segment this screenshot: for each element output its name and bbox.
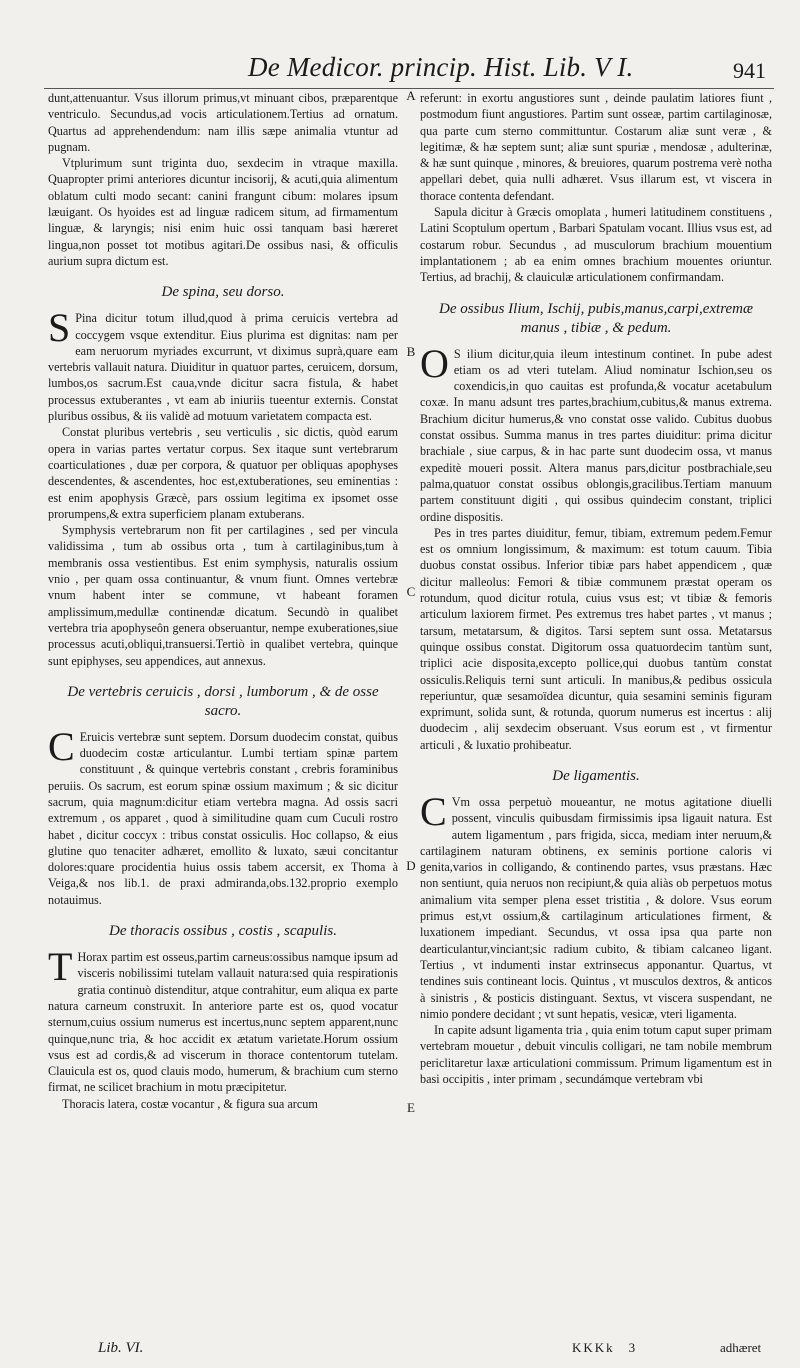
- right-column: [420, 90, 772, 1336]
- section-heading: De thoracis ossibus , costis , scapulis.: [109, 923, 337, 940]
- paragraph: Symphysis vertebrarum non fit per cartilagines , sed per vincula validissima , tum ab ossibus orta , tum à cartilaginibus,tum à membranis ossa vestientibus. Est enim symphysis, naturalis ossium vnio , per quam ossa continuantur, & vnum fiunt. Omnes vertebræ vnum habent inter se commune, vt habeant foramen amplissimum,medullæ continendæ dicatum. Secundò in qualibet vertebra tria apophyseôn genera obseruantur, nempe exuberationes,siue processus acuti,obliqui,transuersi.Tertiò in qualibet vertebra, quinque sunt epiphyses, seu appendices, aut annexus.: [48, 523, 398, 668]
- section-heading: De spina, seu dorso.: [161, 284, 285, 301]
- paragraph: Sapula dicitur à Græcis omoplata , humeri latitudinem constituens , Latini Scoptulum opertum , Barbari Spatulam vocant. Illius vsus est, ad costarum robur. Secundus , ad musculorum brachium mouentium implantationem ; ab ea enim omnes brachium mouentes oriuntur. Tertius, ad brachij, & clauiculæ articulationem confirmandam.: [420, 205, 772, 285]
- drop-cap: C: [48, 723, 75, 769]
- paragraph: referunt: in exortu angustiores sunt , deinde paulatim latiores fiunt , postmodum fiunt angustiores. Partim sunt osseæ, partim cartilaginosæ, qua parte cum sterno committuntur. Costarum aliæ sunt veræ , & legitimæ, & hæ septem sunt; aliæ sunt spuriæ , mendosæ , adulterinæ, & hæ sunt quinque , minores, & breuiores, quarum postrema verè notha appellari debet, quia nulli adhæret. Vsus illarum est, vt viscera in thorace contenta defendant.: [420, 91, 772, 203]
- footer-signature: [572, 1340, 637, 1356]
- section-heading: De ossibus Ilium, Ischij, pubis,manus,carpi,extremæ manus , tibiæ , & pedum.: [438, 300, 753, 336]
- drop-cap: S: [48, 305, 71, 351]
- paragraph: Pes in tres partes diuiditur, femur, tibiam, extremum pedem.Femur est os omnium longissimum, & maximum: est totum cauum. Tibia duobus constat ossibus. Inferior tibiæ pars habet appendicem , quæ dicitur malleolus: Femori & tibiæ communem præstat operam os rotundum, quod dicitur rotula, cuius vsus est; vt tibiæ & femoris articulum laxiorem firmet. Pes extremus tres habet partes , vt manus ; tarsum, metatarsum, & digitos. Tarsi septem sunt ossa. Metatarsus quinque ossibus constat. Digitorum ossa quatuordecim tantùm sunt, triplici acie disposita,excepto pollice,qui duobus tantùm constat ossiculis.Reliquis terni sunt articuli. In manibus,& pedibus ossicula reperiuntur, quæ sesamoïdea dicuntur, quia sesamini seminis figuram exprimunt, solida sunt, & rotunda, quorum numerus est incertus : alij duodecim , alij sexdecim obseruant. Vsus eorum est , vt firmentur articuli , & luxatio prohibeatur.: [420, 525, 772, 752]
- section-heading: De ligamentis.: [552, 767, 640, 784]
- running-title: De Medicor. princip. Hist. Lib. V I.: [248, 52, 634, 82]
- page-header: [0, 52, 800, 88]
- section-heading: De vertebris ceruicis , dorsi , lumborum , & de osse sacro.: [67, 683, 379, 719]
- drop-cap: O: [420, 340, 449, 386]
- margin-letter-c: C: [406, 584, 416, 599]
- paragraph: Vm ossa perpetuò moueantur, ne motus agitatione diuelli possent, vinculis quibusdam firmissimis ipsa ligauit natura. Est autem ligamentum , pars frigida, sicca, mediam inter neruum,& cartilaginem naturam obtinens, ex seminis portione caloris vi genita,varios in colligando, & continendo partes, vsus præstans. Hæc non sentiunt, quia neruos non recipiunt,& quia aliàs ob perpetuos motus animalium vita semper plena esset tristitia , & dolore. Vsus eorum primus est,vt ossium,& cartilaginum articulationes firment, & luxationem impediant. Secundus, vt ossa ipsa qua parte non dearticulantur,vinciant;sic radium cubito, & tibiam calcaneo ligant. Tertius , vt indumenti instar extrinsecus apponantur. Quartus, vt tendines suis contineant locis. Quintus , vt musculos dextros, & anticos à sinistris , & posticis distinguant. Sextus, vt viscera suspendant, ne nimio pondere decidant ; vt sunt hepatis, vesicæ, vteri ligamenta.: [420, 794, 772, 1021]
- paragraph: S ilium dicitur,quia ileum intestinum continet. In pube adest etiam os ad vteri tutelam. Aliud nominatur Ischion,seu os coxendicis,in quo cauitas est profunda,& vocatur acetabulum coxæ. In manu adsunt tres partes,brachium,cubitus,& manus extrema. Brachium dicitur humerus,& vno constat osse valido. Cubitus duobus constat ossibus. Summa manus in tres partes diuiditur: prima dicitur brachiale , siue carpus, & in hac parte sunt duodecim ossa, vt manus expeditè moueri possit. Altera manus pars,dicitur postbrachiale,seu palma,quatuor constat ossibus oblongis,gracilibus.Tertiam manuum partem constituunt digiti , qui ossibus quindecim constant, triplici ordine dispositis.: [420, 346, 772, 524]
- footer-catchword: adhæret: [720, 1340, 762, 1355]
- paragraph: Eruicis vertebræ sunt septem. Dorsum duodecim constat, quibus duodecim costæ articulantur. Lumbi tertiam spinæ partem constituunt , & quinque vertebris constant , crebris foraminibus peruiis. Os sacrum, est eorum spinæ ossium maximum ; & sic dicitur sacrum, quia magnum:dicitur etiam vertebra magna. Ad ossis sacri extremum , os apparet , quod à similitudine quam cum Cuculi rostro habet , dicitur coccyx : tribus constat ossiculis. Hoc collapso, & eius glutine quo tenaciter adhæret, emollito & luxato, sæui concitantur dolores:quare procidentia huius ossis tabem accersit, ex Thoma à Veiga,& nos lib.1. de praxi admiranda,obs.132.proprio exemplo notauimus.: [48, 729, 398, 907]
- signature-mark: KKKk: [572, 1340, 615, 1355]
- paragraph: In capite adsunt ligamenta tria , quia enim totum caput super primam vertebram mouetur , debuit vinculis colligari, ne tam nobile membrum periclitaretur laxæ articulationi commissum. Primum ligamentum est in basi occipitis , inter primam , secundámque vertebram vbi: [420, 1023, 772, 1087]
- drop-cap: T: [48, 944, 73, 990]
- drop-cap: C: [420, 788, 447, 834]
- page-number: 941: [733, 58, 766, 83]
- margin-letter-b: B: [406, 344, 416, 359]
- signature-number: 3: [628, 1340, 638, 1355]
- paragraph: Constat pluribus vertebris , seu verticulis , sic dictis, quòd earum opera in varias partes vertatur corpus. Sex itaque sunt vertebrarum coarticulationes , duæ per corpora, & quatuor per obliquas apophyses descendentes, & ascendentes, hoc est,extuberationes, seu eminentias : est enim apophysis Græcè, pars ossium legitima ex ipsomet osse prorumpens,& extra superficiem planam extuberans.: [48, 425, 398, 521]
- margin-letter-d: D: [406, 858, 416, 873]
- paragraph: Thoracis latera, costæ vocantur , & figura sua arcum: [62, 1096, 318, 1111]
- paragraph: Pina dicitur totum illud,quod à prima ceruicis vertebra ad coccygem vsque extenditur. Eius plurima est dignitas: nam per eam neruorum myriades excurrunt, vt diximus suprà,quare eam vertebris vallauit natura. Diuiditur in quatuor partes, ceruicem, dorsum, lumbos,os sacrum.Est caua,vnde dicitur sacra fistula, & habet processus extuberantes , vt eam ab iniuriis tueentur externis. Constat pluribus ossibus, & iis validè ad motuum varietatem compacta est.: [48, 311, 398, 424]
- paragraph: Horax partim est osseus,partim carneus:ossibus namque ipsum ad visceris nobilissimi tutelam vallauit natura:sed quia respirationis gratia continuò distenditur, atque contrahitur, eum aliqua ex parte natura carneum construxit. In anteriore parte est os, quod vocatur sternum,cuius ossium numerus est incertus,nunc septem apparent,nunc quinque,nunc tria, & hoc accidit ex ætatum varietate.Horum ossium vsus est ad cordis,& ad viscerum in thorace contentorum tutelam. Clauicula est os, quod clauis modo, humerum, & brachium cum sterno firmat, ne scilicet brachium in motu præcipitetur.: [48, 950, 398, 1095]
- paragraph: Vtplurimum sunt triginta duo, sexdecim in vtraque maxilla. Quapropter primi anteriores dicuntur incisorij, & acuti,quia alimentum oblatum culti modo secant: canini frangunt cibum: molares ipsum læuigant. Os hyoides est ad linguæ radicem situm, ad firmamentum linguæ, & laryngis; nisi enim huic ossi tanquam basi hæreret lingua,non posset tot motibus agitari.De ossibus nasi, & officulis aurium supra dictum est.: [48, 156, 398, 268]
- paragraph: dunt,attenuantur. Vsus illorum primus,vt minuant cibos, præparentque ventriculo. Secundus,ad vocis articulationem.Tertius ad ornatum. Quartus ad apprehendendum: nam illis sæpe animalia vtuntur ad pugnam.: [48, 91, 398, 154]
- left-column: [48, 90, 398, 1336]
- margin-letter-a: A: [406, 88, 416, 103]
- margin-letter-e: E: [407, 1100, 415, 1115]
- footer-book-label: Lib. VI.: [98, 1340, 144, 1356]
